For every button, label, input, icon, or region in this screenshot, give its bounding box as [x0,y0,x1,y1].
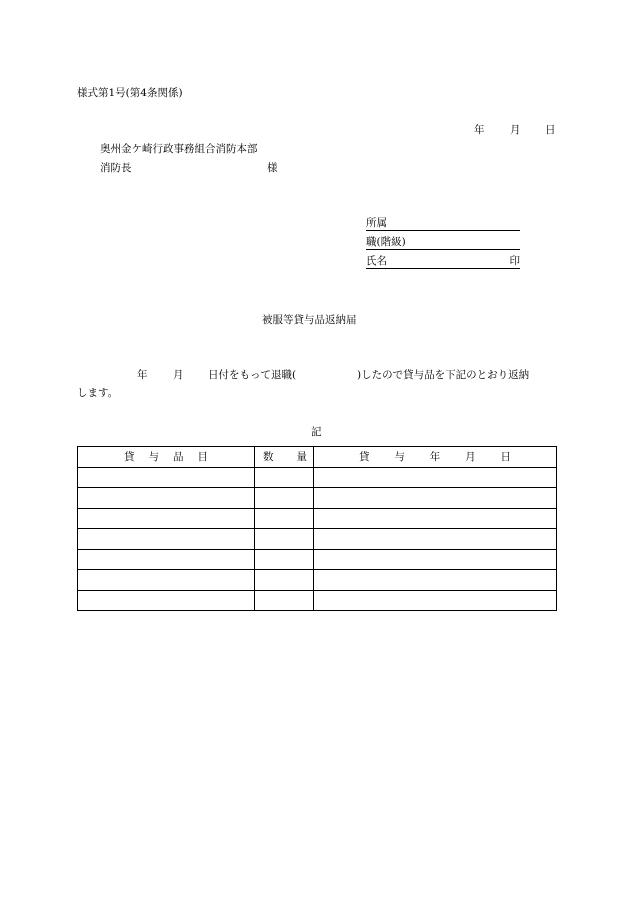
loan-date-cell[interactable] [314,529,557,550]
header-item-char: 与 [148,451,159,464]
body-month-label: 月 [173,369,184,381]
loan-date-cell[interactable] [314,488,557,509]
affiliation-field[interactable] [366,218,520,231]
loan-date-cell[interactable] [314,549,557,570]
quantity-cell[interactable] [255,590,314,611]
table-row [78,488,557,509]
quantity-cell[interactable] [255,570,314,591]
addressee-honorific: 様 [267,162,278,174]
quantity-cell[interactable] [255,488,314,509]
header-item-char: 貸 [124,451,135,464]
loan-date-cell[interactable] [314,467,557,488]
ki-label: 記 [311,426,322,438]
position-field[interactable] [366,237,520,250]
table-row [78,570,557,591]
item-name-cell[interactable] [78,488,255,509]
table-row [78,590,557,611]
body-text-line2: します。 [77,387,119,399]
header-date-char: 日 [500,451,511,464]
table-row [78,529,557,550]
item-name-cell[interactable] [78,467,255,488]
loan-date-cell[interactable] [314,570,557,591]
name-field[interactable] [366,256,520,269]
header-item-char: 目 [197,451,208,464]
addressee-organization: 奥州金ケ崎行政事務組合消防本部 [100,143,258,155]
date-year-label: 年 [474,124,485,136]
item-name-cell[interactable] [78,549,255,570]
seal-mark: 印 [509,255,520,267]
body-text-part2: )したので貸与品を下記のとおり返納 [357,369,530,381]
item-name-cell[interactable] [78,508,255,529]
table-row [78,467,557,488]
header-item-name [78,447,255,468]
header-loan-date [314,447,557,468]
table-row [78,549,557,570]
header-qty-char: 数 [263,451,274,464]
document-title: 被服等貸与品返納届 [262,314,357,326]
item-name-cell[interactable] [78,570,255,591]
quantity-cell[interactable] [255,549,314,570]
item-name-cell[interactable] [78,529,255,550]
name-label: 氏名 [366,255,387,267]
position-label: 職(階級) [366,236,406,248]
quantity-cell[interactable] [255,529,314,550]
body-year-label: 年 [137,369,148,381]
table-header-row [78,447,557,468]
affiliation-label: 所属 [366,217,387,229]
form-number-label: 様式第1号(第4条関係) [77,87,183,99]
header-date-char: 貸 [359,451,370,464]
quantity-cell[interactable] [255,508,314,529]
quantity-cell[interactable] [255,467,314,488]
date-day-label: 日 [545,124,556,136]
header-qty-char: 量 [296,451,307,464]
loan-items-table [77,446,557,611]
body-text-part1: 日付をもって退職( [208,369,297,381]
addressee-title: 消防長 [100,162,132,174]
item-name-cell[interactable] [78,590,255,611]
header-item-char: 品 [173,451,184,464]
header-date-char: 与 [394,451,405,464]
header-date-char: 年 [429,451,441,464]
header-quantity [255,447,314,468]
date-month-label: 月 [510,124,521,136]
table-row [78,508,557,529]
header-date-char: 月 [465,451,476,464]
loan-date-cell[interactable] [314,508,557,529]
loan-date-cell[interactable] [314,590,557,611]
